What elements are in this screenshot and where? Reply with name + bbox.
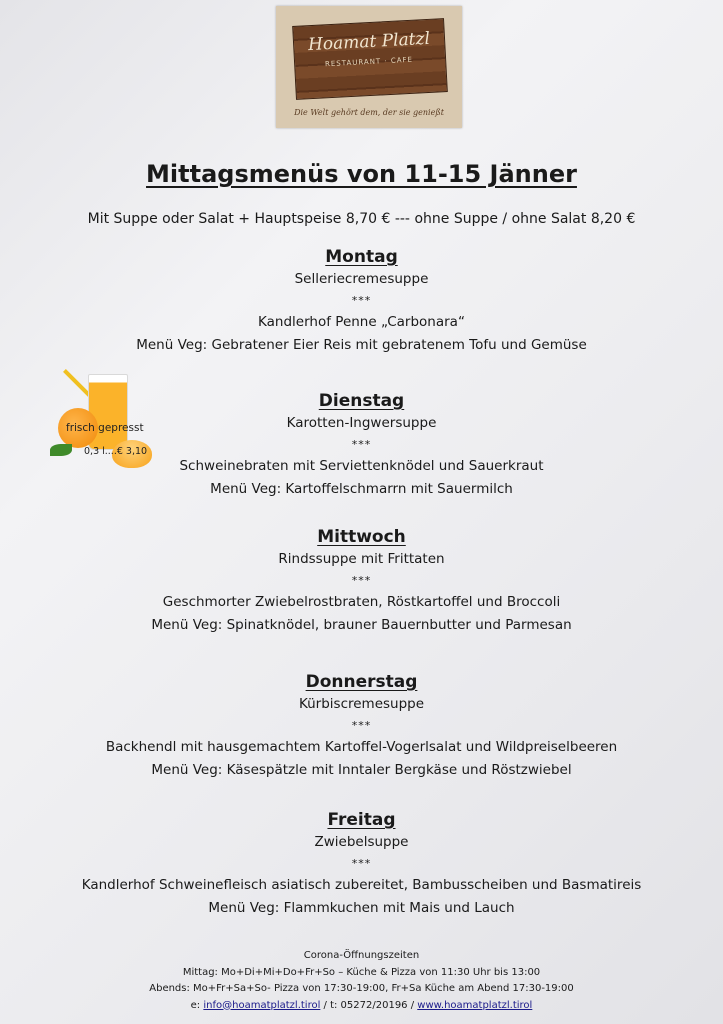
juice-price: 0,3 l....€ 3,10 [84, 446, 148, 457]
footer-heading: Corona-Öffnungszeiten [303, 950, 420, 961]
day-section-montag [0, 246, 723, 357]
separator: *** [351, 719, 372, 732]
day-section-mittwoch [0, 526, 723, 637]
main-dish: Kandlerhof Schweinefleisch asiatisch zubereitet, Bambusscheiben und Basmatireis [81, 877, 642, 893]
email-link[interactable]: info@hoamatplatzl.tirol [203, 999, 321, 1011]
day-section-donnerstag [0, 671, 723, 782]
main-dish: Kandlerhof Penne „Carbonara“ [258, 314, 465, 330]
logo-brand-subtitle: RESTAURANT · CAFE [324, 55, 414, 69]
day-heading: Montag [325, 247, 398, 267]
phone-text: / t: 05272/20196 / [320, 999, 418, 1011]
soup-item: Rindssuppe mit Frittaten [278, 551, 445, 567]
main-dish: Schweinebraten mit Serviettenknödel und Sauerkraut [179, 458, 544, 474]
soup-item: Karotten-Ingwersuppe [286, 415, 437, 431]
day-section-dienstag [0, 390, 723, 501]
website-link[interactable]: www.hoamatplatzl.tirol [417, 999, 533, 1011]
logo-slogan: Die Welt gehört dem, der sie genießt [294, 108, 444, 117]
price-line: Mit Suppe oder Salat + Hauptspeise 8,70 € --- ohne Suppe / ohne Salat 8,20 € [87, 211, 636, 227]
separator: *** [351, 438, 372, 451]
veg-dish: Menü Veg: Käsespätzle mit Inntaler Bergkäse und Röstzwiebel [151, 762, 572, 778]
separator: *** [351, 294, 372, 307]
contact-line [0, 998, 723, 1015]
separator: *** [351, 574, 372, 587]
veg-dish: Menü Veg: Gebratener Eier Reis mit gebratenem Tofu und Gemüse [136, 337, 587, 353]
day-heading: Dienstag [318, 391, 405, 411]
page-title: Mittagsmenüs von 11-15 Jänner [146, 160, 577, 188]
main-dish: Geschmorter Zwiebelrostbraten, Röstkartoffel und Broccoli [162, 594, 561, 610]
veg-dish: Menü Veg: Spinatknödel, brauner Bauernbutter und Parmesan [151, 617, 572, 633]
soup-item: Kürbiscremesuppe [298, 696, 425, 712]
day-heading: Freitag [327, 810, 396, 830]
lunch-hours: Mittag: Mo+Di+Mi+Do+Fr+So – Küche & Pizza von 11:30 Uhr bis 13:00 [182, 966, 541, 978]
logo-brand-name: Hoamat Platzl [307, 28, 431, 56]
veg-dish: Menü Veg: Flammkuchen mit Mais und Lauch [208, 900, 515, 916]
juice-label: frisch gepresst [66, 422, 144, 434]
soup-item: Zwiebelsuppe [314, 834, 409, 850]
email-prefix: e: [190, 999, 204, 1011]
day-heading: Mittwoch [317, 527, 406, 547]
restaurant-logo [276, 6, 462, 128]
day-section-freitag [0, 809, 723, 920]
separator: *** [351, 857, 372, 870]
veg-dish: Menü Veg: Kartoffelschmarrn mit Sauermilch [210, 481, 513, 497]
opening-hours-footer [0, 948, 723, 1014]
main-dish: Backhendl mit hausgemachtem Kartoffel-Vogerlsalat und Wildpreiselbeeren [105, 739, 618, 755]
evening-hours: Abends: Mo+Fr+Sa+So- Pizza von 17:30-19:00, Fr+Sa Küche am Abend 17:30-19:00 [149, 983, 574, 994]
soup-item: Selleriecremesuppe [294, 271, 429, 287]
day-heading: Donnerstag [305, 672, 418, 692]
